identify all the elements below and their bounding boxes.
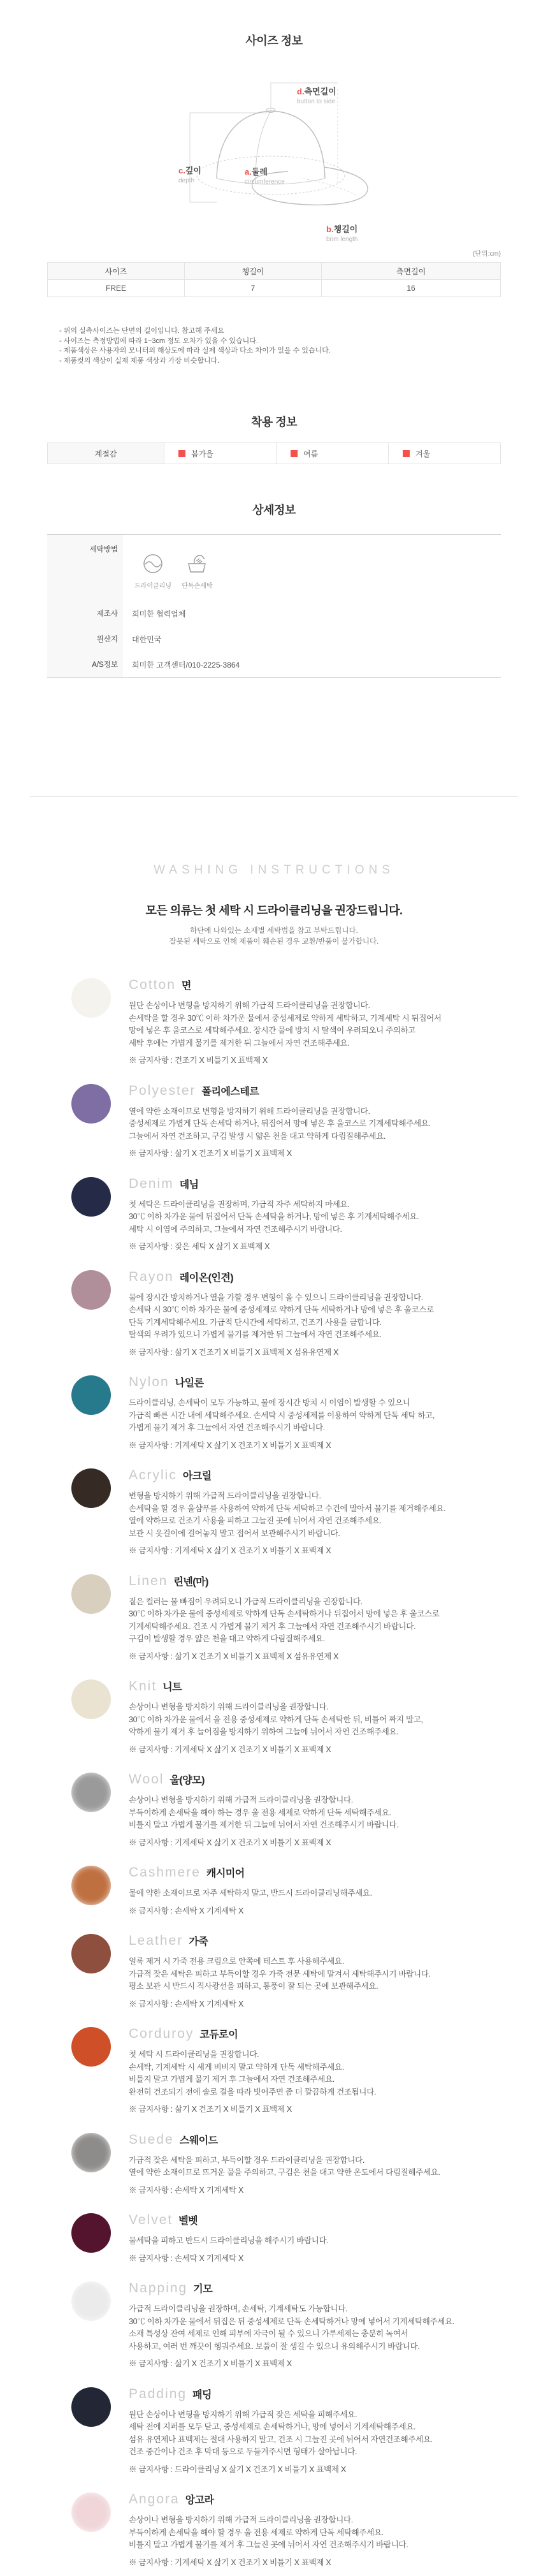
- wash-method-caption: 단독손세탁: [182, 582, 213, 590]
- fabric-swatch: [71, 1084, 111, 1123]
- fabric-name-en: Nylon: [129, 1375, 169, 1389]
- wash-method-caption: 드라이클리닝: [134, 582, 171, 590]
- fabric-instructions: [129, 2303, 498, 2353]
- fabric-forbidden-note: ※ 금지사항 : 삶기 X 건조기 X 비틀기 X 표백제 X: [129, 1149, 292, 1158]
- fabric-line: 세탁 전에 지퍼를 모두 닫고, 중성세제로 손세탁하거나, 망에 넣어서 기계세탁해주세요.: [129, 2422, 416, 2431]
- fabric-item-angora: [71, 2491, 548, 2569]
- fabric-swatch: [71, 978, 111, 1018]
- diagram-label-brim-length: b.챙길이 brim length: [326, 224, 358, 243]
- fabric-name-en: Wool: [129, 1772, 164, 1787]
- wash-method-row: [47, 535, 501, 601]
- fabric-name-ko: 레이온(인견): [179, 1272, 234, 1284]
- fabric-line: 첫 세탁 시 드라이클리닝을 권장합니다.: [129, 2050, 259, 2059]
- diagram-label-depth: c.깊이 depth: [178, 166, 201, 184]
- fabric-instructions: [129, 1596, 498, 1646]
- fabric-name-ko: 아크릴: [182, 1471, 212, 1482]
- fabric-item-napping: [71, 2280, 548, 2371]
- size-table: [47, 262, 501, 297]
- season-row: [48, 443, 501, 464]
- fabric-title: [129, 1269, 498, 1287]
- fabric-line: 완전히 건조되기 전에 솔로 결을 따라 빗어주면 좀 더 깔끔하게 건조됩니다.: [129, 2087, 377, 2097]
- diagram-label-circumference: a.둘레 circumference: [245, 167, 285, 186]
- fabric-line: 손세탁, 기계세탁 시 세게 비비지 말고 약하게 단독 세탁해주세요.: [129, 2062, 344, 2072]
- fabric-name-ko: 캐시미어: [206, 1868, 245, 1879]
- detail-row-as-info: [47, 652, 501, 678]
- fabric-instructions: [129, 1199, 498, 1236]
- size-table-header-row: [48, 263, 501, 280]
- fabric-forbidden-note: ※ 금지사항 : 기계세탁 X 삶기 X 건조기 X 비틀기 X 표백제 X: [129, 1440, 331, 1450]
- cap-illustration-icon: [178, 71, 370, 238]
- fabric-item-padding: [71, 2386, 548, 2477]
- section-divider: [30, 796, 518, 797]
- fabric-line: 원단 손상이나 변형을 방지하기 위해 가급적 잦은 세탁을 피해주세요.: [129, 2410, 357, 2419]
- fabric-line: 부득이하게 손세탁을 해야 할 경우 울 전용 세제로 약하게 단독 세탁해주세요.: [129, 2528, 384, 2537]
- fabric-line: 짙은 컬러는 물 빠짐이 우려되오니 가급적 드라이클리닝을 권장합니다.: [129, 1597, 363, 1606]
- fabric-instructions: [129, 1292, 498, 1342]
- fabric-title: [129, 1467, 498, 1485]
- fabric-name-ko: 데님: [179, 1179, 199, 1190]
- fabric-name-ko: 린넨(마): [173, 1576, 208, 1588]
- season-cell-winter: [389, 443, 501, 464]
- fabric-line: 30℃ 이하 차가운 물에 중성세제로 약하게 단독 손세탁하거나 뒤집어서 망에 넣은 후 울코스로: [129, 1609, 440, 1618]
- fabric-title: [129, 2026, 498, 2044]
- fabric-swatch: [71, 1177, 111, 1217]
- fabric-name-en: Acrylic: [129, 1468, 177, 1482]
- fabric-swatch: [71, 1375, 111, 1415]
- fabric-line: 첫 세탁은 드라이클리닝을 권장하며, 가급적 자주 세탁하지 마세요.: [129, 1199, 350, 1209]
- fabric-line: 열에 약한 소재이므로 변형을 방지하기 위해 드라이클리닝을 권장합니다.: [129, 1106, 370, 1116]
- fabric-instructions: [129, 1956, 498, 1993]
- fabric-name-en: Corduroy: [129, 2026, 194, 2041]
- fabric-line: 비틀지 말고 가볍게 물기를 제거한 뒤 그늘에 뉘어서 자연 건조해주시기 바랍니다.: [129, 1820, 399, 1829]
- size-value-brim: 7: [185, 280, 322, 297]
- fabric-line: 가급적 잦은 세탁은 피하고 부득이할 경우 가죽 전문 세탁에 맡겨서 세탁해주시기 바랍니다.: [129, 1969, 431, 1979]
- fit-info-title: 착용 정보: [250, 416, 298, 428]
- fabric-line: 보관 시 옷걸이에 걸어놓지 말고 접어서 보관해주시기 바랍니다.: [129, 1528, 340, 1538]
- detail-table: [47, 534, 501, 678]
- fabric-name-en: Angora: [129, 2492, 180, 2506]
- fabric-swatch: [71, 1468, 111, 1508]
- fabric-item-denim: [71, 1176, 548, 1254]
- fabric-title: [129, 2491, 498, 2509]
- fabric-forbidden-note: ※ 금지사항 : 잦은 세탁 X 삶기 X 표백제 X: [129, 1242, 270, 1251]
- size-header-brim: 챙길이: [185, 263, 322, 280]
- fabric-line: 약하게 물기 제거 후 늘어짐을 방지하기 위하여 그늘에 뉘어서 자연 건조해주세요.: [129, 1727, 399, 1736]
- fabric-forbidden-note: ※ 금지사항 : 손세탁 X 기계세탁 X: [129, 2253, 244, 2263]
- fabric-forbidden-note: ※ 금지사항 : 삶기 X 건조기 X 비틀기 X 표백제 X 섬유유연제 X: [129, 1651, 339, 1661]
- fabric-instructions: [129, 1397, 498, 1435]
- fabric-item-cashmere: [71, 1864, 548, 1917]
- fabric-line: 섬유 유연제나 표백제는 절대 사용하지 말고, 건조 시 그늘진 곳에 뉘어서 자연건조해주세요.: [129, 2434, 433, 2444]
- fabric-item-wool: [71, 1771, 548, 1849]
- fabric-line: 손세탁을 할 경우 30℃ 이하 차가운 물에서 중성세제로 약하게 세탁하고, 기계세탁 시 뒤집어서: [129, 1013, 442, 1023]
- fabric-instructions: [129, 1490, 498, 1540]
- fabric-instructions: [129, 1106, 498, 1143]
- fabric-title: [129, 1771, 498, 1789]
- fabric-line: 손상이나 변형을 방지하기 위해 가급적 드라이클리닝을 권장합니다.: [129, 2515, 353, 2524]
- season-cell-summer: [277, 443, 389, 464]
- fabric-instructions: [129, 2235, 498, 2248]
- fabric-name-ko: 스웨이드: [179, 2135, 218, 2146]
- fabric-title: [129, 2280, 498, 2298]
- fabric-line: 가급적 드라이클리닝을 권장하며, 손세탁, 기계세탁도 가능합니다.: [129, 2304, 348, 2313]
- fabric-line: 30℃ 이하 차가운 물에서 뒤집은 뒤 중성세제로 단독 손세탁하거나 망에 넣어서 기계세탁해주세요.: [129, 2316, 455, 2326]
- season-label: 봄가을: [191, 449, 213, 458]
- wash-method-icons: [123, 535, 501, 601]
- wash-method-label: 세탁방법: [47, 535, 123, 601]
- fabric-swatch: [71, 1934, 111, 1973]
- fabric-title: [129, 977, 498, 995]
- fabric-instructions: [129, 2514, 498, 2552]
- fabric-line: 가볍게 물기 제거 후 그늘에서 자연 건조해주시기 바랍니다.: [129, 1423, 325, 1432]
- fabric-forbidden-note: ※ 금지사항 : 기계세탁 X 삶기 X 건조기 X 비틀기 X 표백제 X: [129, 1546, 331, 1555]
- detail-row-label: 원산지: [47, 626, 123, 652]
- washing-intro-line: 잘못된 세탁으로 인해 제품이 훼손된 경우 교환/반품이 불가합니다.: [169, 938, 379, 946]
- fabric-forbidden-note: ※ 금지사항 : 기계세탁 X 삶기 X 건조기 X 비틀기 X 표백제 X: [129, 1745, 331, 1754]
- fabric-line: 얼룩 제거 시 가죽 전용 크림으로 안쪽에 테스트 후 사용해주세요.: [129, 1957, 344, 1966]
- fabric-line: 물세탁을 피하고 반드시 드라이클리닝을 해주시기 바랍니다.: [129, 2236, 329, 2245]
- fabric-line: 세탁 후에는 가볍게 물기를 제거한 뒤 그늘에서 자연 건조해주세요.: [129, 1038, 350, 1048]
- dry-cleaning-method: [132, 546, 174, 590]
- fabric-swatch: [71, 2387, 111, 2427]
- fabric-name-en: Rayon: [129, 1269, 174, 1284]
- fabric-line: 변형을 방지하기 위해 가급적 드라이클리닝을 권장합니다.: [129, 1491, 321, 1500]
- fabric-title: [129, 2386, 498, 2404]
- fabric-forbidden-note: ※ 금지사항 : 삶기 X 건조기 X 비틀기 X 표백제 X: [129, 2359, 292, 2368]
- fabric-swatch: [71, 2281, 111, 2321]
- fabric-forbidden-note: ※ 금지사항 : 손세탁 X 기계세탁 X: [129, 1999, 244, 2009]
- fabric-name-ko: 면: [181, 981, 191, 992]
- fabric-line: 원단 손상이나 변형을 방지하기 위해 가급적 드라이클리닝을 권장합니다.: [129, 1001, 370, 1010]
- unit-note: (단위:cm): [472, 250, 501, 258]
- size-header-side: 측면길이: [322, 263, 501, 280]
- fabric-title: [129, 1176, 498, 1194]
- fabric-line: 세탁 시 이염에 주의하고, 그늘에서 자연 건조해주시기 바랍니다.: [129, 1224, 342, 1234]
- fabric-name-ko: 울(양모): [169, 1775, 205, 1786]
- fabric-instructions: [129, 2049, 498, 2098]
- fabric-title: [129, 1083, 498, 1101]
- size-note: - 제품컷의 색상이 실제 제품 색상과 가장 비슷합니다.: [59, 356, 220, 365]
- fabric-forbidden-note: ※ 금지사항 : 삶기 X 건조기 X 비틀기 X 표백제 X: [129, 2105, 292, 2114]
- fabric-line: 비틀지 말고 가볍게 물기를 제거 후 그늘진 곳에 뉘어서 자연 건조해주시기 바랍니다.: [129, 2540, 408, 2549]
- fabric-forbidden-note: ※ 금지사항 : 기계세탁 X 삶기 X 건조기 X 비틀기 X 표백제 X: [129, 2558, 331, 2567]
- fabric-instructions: [129, 1701, 498, 1739]
- fabric-name-ko: 패딩: [192, 2389, 212, 2401]
- fabric-title: [129, 2212, 498, 2230]
- size-info-title: 사이즈 정보: [245, 34, 303, 47]
- fabric-name-en: Polyester: [129, 1083, 196, 1098]
- fabric-line: 손상이나 변형을 방지하기 위해 가급적 드라이클리닝을 권장합니다.: [129, 1796, 353, 1804]
- fabric-instructions: [129, 2409, 498, 2459]
- fabric-line: 손세탁 시 30℃ 이하 차가운 물에 중성세제로 약하게 단독 세탁하거나 망에 넣은 후 울코스로: [129, 1305, 434, 1314]
- fabric-name-ko: 가죽: [189, 1936, 208, 1947]
- fabric-forbidden-note: ※ 금지사항 : 삶기 X 건조기 X 비틀기 X 표백제 X 섬유유연제 X: [129, 1347, 339, 1357]
- fabric-item-corduroy: [71, 2026, 548, 2116]
- fabric-name-ko: 폴리에스테르: [201, 1086, 259, 1097]
- fabric-line: 물에 장시간 방치하거나 열을 가할 경우 변형이 올 수 있으니 드라이클리닝을 권장합니다.: [129, 1292, 423, 1302]
- detail-row-value: 대한민국: [132, 634, 162, 644]
- fabric-line: 평소 보관 시 반드시 직사광선을 피하고, 통풍이 잘 되는 곳에 보관해주세요.: [129, 1982, 379, 1991]
- fabric-name-en: Velvet: [129, 2213, 173, 2227]
- fabric-title: [129, 1678, 498, 1696]
- fabric-item-linen: [71, 1573, 548, 1664]
- fabric-line: 탈색의 우려가 있으니 가볍게 물기를 제거한 뒤 그늘에서 자연 건조해주세요.: [129, 1330, 382, 1339]
- filled-square-icon: [291, 450, 298, 457]
- fabric-line: 손세탁을 할 경우 울샴푸를 사용하여 약하게 단독 세탁하고 수건에 말아서 물기를 제거해주세요.: [129, 1504, 446, 1513]
- fabric-forbidden-note: ※ 금지사항 : 손세탁 X 기계세탁 X: [129, 1906, 244, 1915]
- fabric-swatch: [71, 2492, 111, 2532]
- fabric-title: [129, 1374, 498, 1392]
- fabric-line: 사용하고, 여러 번 깨끗이 헹궈주세요. 보풀이 잘 생길 수 있으니 유의해주시기 바랍니다.: [129, 2341, 420, 2351]
- hand-wash-method: [176, 546, 218, 590]
- fabric-instructions: [129, 1000, 498, 1050]
- fabric-swatch: [71, 1866, 111, 1905]
- fabric-line: 30℃ 이하 차가운 물에서 울 전용 중성세제로 약하게 단독 손세탁한 뒤, 비틀어 짜지 말고,: [129, 1715, 423, 1724]
- fabric-item-leather: [71, 1933, 548, 2010]
- size-header-size: 사이즈: [48, 263, 185, 280]
- fabric-instructions: [129, 1887, 498, 1900]
- fabric-line: 가급적 빠른 시간 내에 세탁해주세요. 손세탁 시 중성세제를 이용하여 약하게 단독 세탁 하고,: [129, 1410, 435, 1420]
- season-label: 여름: [303, 449, 319, 458]
- fabric-name-en: Napping: [129, 2281, 188, 2295]
- detail-row-origin: [47, 626, 501, 652]
- fabric-title: [129, 1933, 498, 1950]
- detail-row-value: 희미한 협력업체: [132, 609, 186, 618]
- fabric-line: 비틀지 말고 가볍게 물기 제거 후 그늘에서 자연 건조해주세요.: [129, 2075, 335, 2084]
- fabric-line: 소재 특성상 잔여 세제로 인해 피부에 자극이 될 수 있으니 가루세제는 충분히 녹여서: [129, 2329, 408, 2338]
- fabric-swatch: [71, 1773, 111, 1812]
- size-note: - 사이즈는 측정방법에 따라 1~3cm 정도 오차가 있을 수 있습니다.: [59, 337, 258, 345]
- season-row-label: 계절감: [48, 443, 164, 464]
- fabric-name-en: Cotton: [129, 977, 176, 992]
- washing-intro-notes: [0, 926, 548, 948]
- fabric-line: 망에 넣은 후 울코스로 세탁해주세요. 장시간 물에 방치 시 탈색이 우려되오니 주의하고: [129, 1026, 416, 1035]
- fabric-item-polyester: [71, 1083, 548, 1160]
- size-notes: [59, 326, 548, 366]
- fabric-name-en: Knit: [129, 1679, 157, 1694]
- season-label: 겨울: [415, 449, 431, 458]
- fabric-name-en: Linen: [129, 1573, 168, 1588]
- fabric-line: 중성세제로 가볍게 단독 손세탁 하거나, 뒤집어서 망에 넣은 후 울코스로 기계세탁해주세요.: [129, 1119, 431, 1128]
- fabric-swatch: [71, 1270, 111, 1310]
- fabric-name-en: Denim: [129, 1176, 174, 1191]
- washing-instructions-heading: WASHING INSTRUCTIONS: [154, 863, 394, 877]
- fabric-name-en: Leather: [129, 1933, 184, 1948]
- washing-intro-line: 하단에 나와있는 소재별 세탁법을 참고 부탁드립니다.: [190, 927, 358, 935]
- detail-info-title: 상세정보: [252, 504, 296, 516]
- fabric-line: 30℃ 이하 차가운 물에 뒤집어서 단독 손세탁을 하거나, 망에 넣은 후 기계세탁해주세요.: [129, 1212, 419, 1221]
- fabric-line: 열에 약한 소재이므로 뜨거운 물을 주의하고, 구김은 천을 대고 약한 온도에서 다림질해주세요.: [129, 2168, 440, 2177]
- size-note: - 위의 실측사이즈는 단면의 길이입니다. 참고해 주세요: [59, 327, 224, 335]
- fabric-title: [129, 1573, 498, 1591]
- fabric-line: 기계세탁해주세요. 건조 시 가볍게 물기 제거 후 그늘에서 자연 건조해주시기 바랍니다.: [129, 1621, 416, 1631]
- fabric-item-velvet: [71, 2212, 548, 2265]
- season-cell-spring-fall: [164, 443, 277, 464]
- fabric-line: 건조 중간이나 건조 후 막대 등으로 두들겨주시면 형태가 살아납니다.: [129, 2447, 357, 2456]
- fabric-list: [0, 977, 548, 2569]
- size-value-side: 16: [322, 280, 501, 297]
- fabric-title: [129, 1864, 498, 1882]
- diagram-label-button-to-side: d.측면길이 button to side: [297, 87, 336, 105]
- washing-intro-bold: 모든 의류는 첫 세탁 시 드라이클리닝을 권장드립니다.: [145, 904, 403, 917]
- fabric-forbidden-note: ※ 금지사항 : 드라이클리닝 X 삶기 X 건조기 X 비틀기 X 표백제 X: [129, 2464, 346, 2474]
- fabric-item-suede: [71, 2132, 548, 2197]
- fabric-line: 드라이클리닝, 손세탁이 모두 가능하고, 물에 장시간 방치 시 이염이 발생할 수 있으니: [129, 1398, 410, 1407]
- fabric-swatch: [71, 1574, 111, 1614]
- fabric-line: 그늘에서 자연 건조하고, 구김 발생 시 얇은 천을 대고 약하게 다림질해주세요.: [129, 1131, 386, 1141]
- fabric-name-ko: 앙고라: [185, 2495, 214, 2506]
- hand-wash-icon: [186, 553, 208, 574]
- detail-row-label: A/S정보: [47, 652, 123, 678]
- fabric-name-ko: 니트: [162, 1682, 182, 1693]
- fabric-name-en: Padding: [129, 2386, 187, 2401]
- fabric-swatch: [71, 2133, 111, 2172]
- fabric-line: 구김이 발생할 경우 얇은 천을 대고 약하게 다림질해주세요.: [129, 1634, 325, 1643]
- fabric-line: 부득이하게 손세탁을 해야 하는 경우 울 전용 세제로 약하게 단독 세탁해주세요.: [129, 1808, 391, 1817]
- fabric-forbidden-note: ※ 금지사항 : 손세탁 X 기계세탁 X: [129, 2185, 244, 2195]
- fabric-instructions: [129, 1794, 498, 1832]
- fabric-swatch: [71, 2213, 111, 2253]
- dry-clean-icon: [142, 553, 164, 574]
- fabric-forbidden-note: ※ 금지사항 : 건조기 X 비틀기 X 표백제 X: [129, 1056, 268, 1065]
- fabric-title: [129, 2132, 498, 2149]
- fabric-swatch: [71, 2027, 111, 2067]
- size-value-size: FREE: [48, 280, 185, 297]
- fabric-instructions: [129, 2155, 498, 2179]
- size-table-data-row: [48, 280, 501, 297]
- size-note: - 제품색상은 사용자의 모니터의 해상도에 따라 실제 색상과 다소 차이가 있을 수 있습니다.: [59, 347, 331, 355]
- fabric-name-ko: 코듀로이: [199, 2030, 238, 2040]
- fabric-name-ko: 나일론: [175, 1378, 204, 1389]
- filled-square-icon: [403, 450, 410, 457]
- fabric-swatch: [71, 1680, 111, 1719]
- detail-row-label: 제조사: [47, 601, 123, 626]
- filled-square-icon: [178, 450, 185, 457]
- fabric-line: 물에 약한 소재이므로 자주 세탁하지 말고, 반드시 드라이클리닝해주세요.: [129, 1889, 372, 1898]
- fabric-item-cotton: [71, 977, 548, 1067]
- fabric-item-rayon: [71, 1269, 548, 1359]
- detail-row-manufacturer: [47, 601, 501, 626]
- cap-size-diagram: [178, 71, 370, 243]
- fabric-name-en: Cashmere: [129, 1865, 201, 1880]
- detail-row-value: 희미한 고객센터/010-2225-3864: [132, 660, 240, 670]
- fabric-item-acrylic: [71, 1467, 548, 1558]
- fabric-item-knit: [71, 1678, 548, 1756]
- fabric-name-ko: 기모: [193, 2284, 213, 2295]
- fabric-line: 손상이나 변형을 방지하기 위해 드라이클리닝을 권장합니다.: [129, 1702, 329, 1711]
- fabric-line: 가급적 잦은 세탁을 피하고, 부득이할 경우 드라이클리닝을 권장합니다.: [129, 2155, 365, 2165]
- fabric-line: 열에 약하므로 건조기 사용을 피하고 그늘진 곳에 뉘어서 자연 건조해주세요.: [129, 1516, 382, 1525]
- season-table: [47, 443, 501, 464]
- fabric-item-nylon: [71, 1374, 548, 1452]
- fabric-name-en: Suede: [129, 2132, 174, 2147]
- fabric-forbidden-note: ※ 금지사항 : 기계세탁 X 삶기 X 건조기 X 비틀기 X 표백제 X: [129, 1838, 331, 1847]
- fabric-line: 단독 기계세탁해주세요. 가급적 단시간에 세탁하고, 건조기 사용을 금합니다.: [129, 1317, 382, 1327]
- fabric-name-ko: 벨벳: [178, 2216, 198, 2227]
